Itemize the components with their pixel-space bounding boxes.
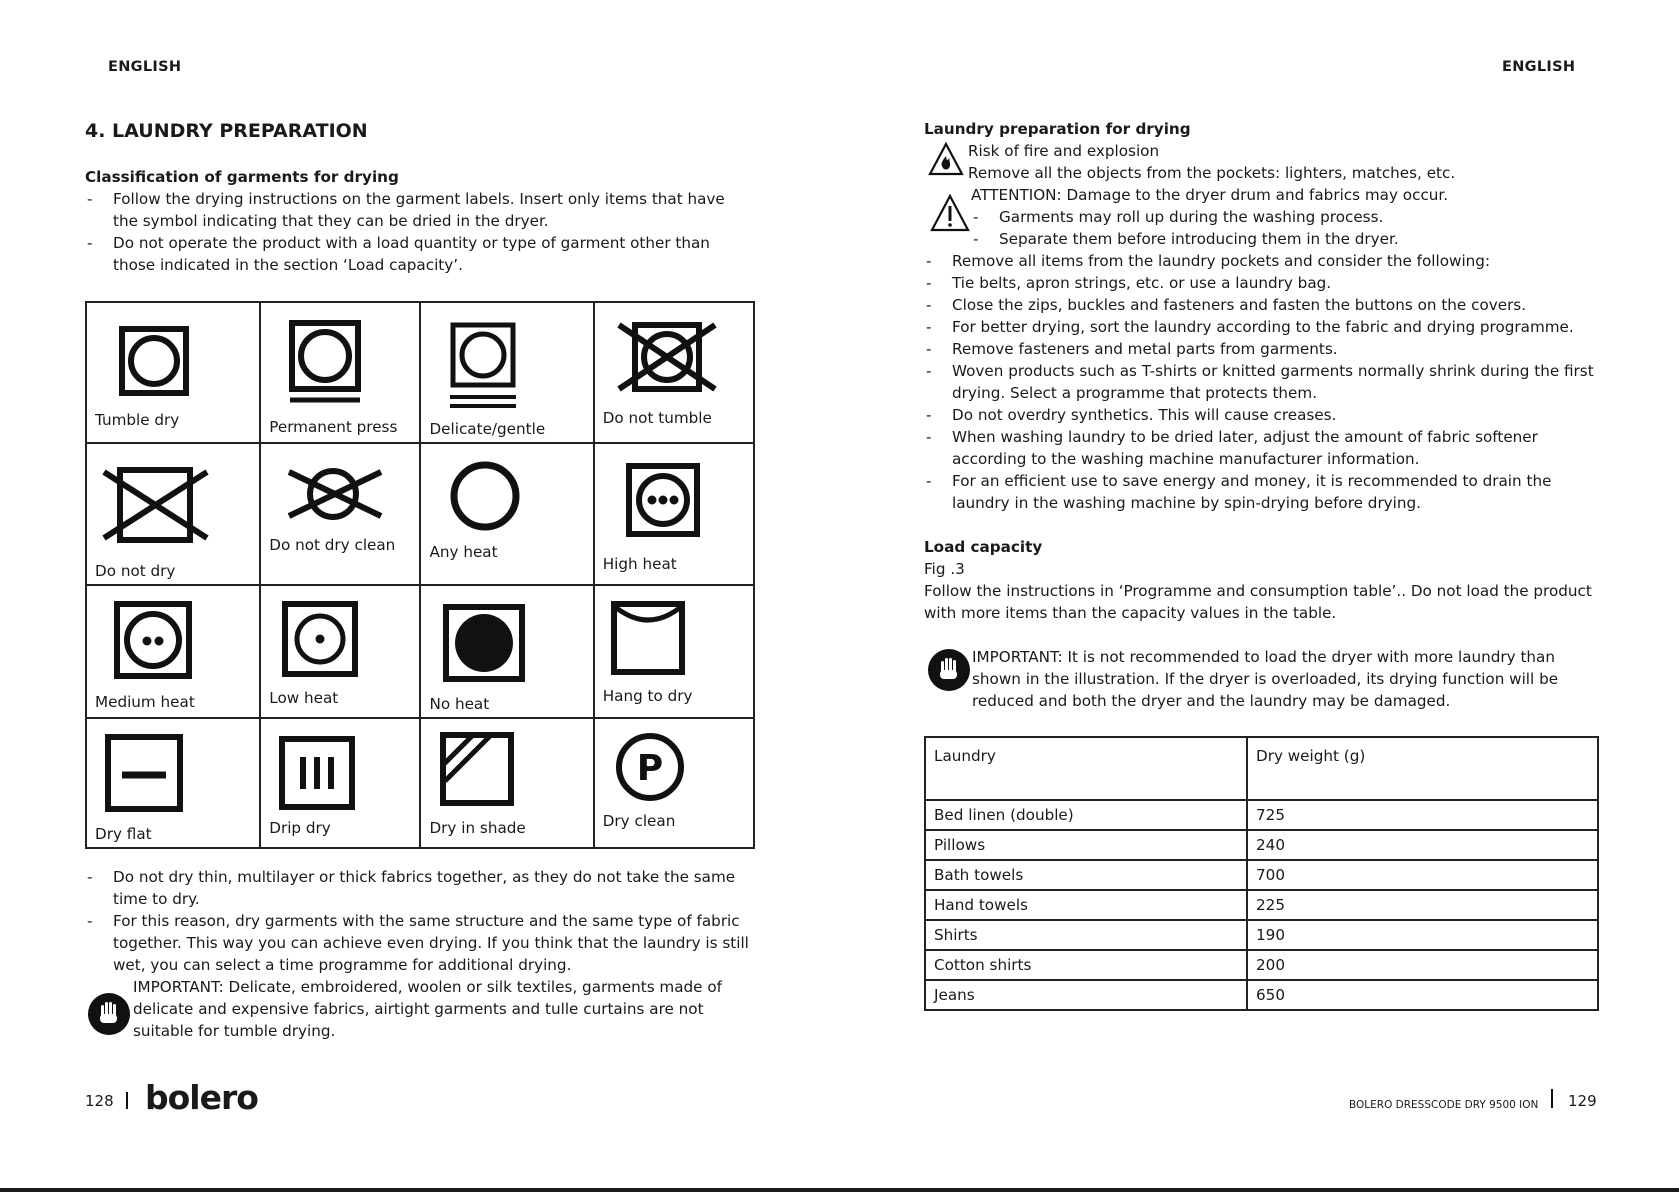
symbol-label: High heat: [602, 554, 677, 573]
load-capacity-heading: Load capacity: [924, 538, 1043, 556]
symbol-cell: [420, 302, 593, 443]
table-header-cell: Dry weight (g): [1247, 737, 1598, 800]
care-symbols-table: [85, 301, 755, 849]
symbol-label: No heat: [429, 695, 490, 714]
prep-item: - Woven products such as T-shirts or knitted garments normally shrink during the first drying. Select a programme that protects them.: [924, 360, 1600, 404]
attention-title: ATTENTION: Damage to the dryer drum and fabrics may occur.: [971, 186, 1449, 204]
symbol-label: Do not dry clean: [269, 535, 396, 554]
attention-item: - Separate them before introducing them in the dryer.: [971, 228, 1571, 250]
symbol-cell: [594, 443, 754, 586]
bolero-logo: bolero: [145, 1078, 258, 1117]
symbol-label: Any heat: [429, 542, 498, 561]
left-page-number: 128: [85, 1092, 114, 1110]
prep-item: - Remove all items from the laundry pockets and consider the following:: [924, 250, 1600, 272]
symbol-cell: [260, 718, 420, 849]
symbol-label: Hang to dry: [602, 687, 693, 706]
attention-item: - Garments may roll up during the washing process.: [971, 206, 1571, 228]
right-page-header: ENGLISH: [1502, 59, 1576, 75]
classification-item: - Follow the drying instructions on the garment labels. Insert only items that have the symbol indicating that they can be dried in the dryer.: [85, 188, 735, 232]
symbol-cell: [260, 302, 420, 443]
symbol-label: Dry clean: [602, 811, 676, 830]
table-cell: Bed linen (double): [925, 800, 1247, 830]
footer-model: BOLERO DRESSCODE DRY 9500 ION: [1349, 1099, 1539, 1111]
table-row: [925, 950, 1598, 980]
table-cell: 240: [1247, 830, 1598, 860]
prep-item: - Do not overdry synthetics. This will cause creases.: [924, 404, 1600, 426]
symbol-cell: [594, 585, 754, 717]
table-header-cell: Laundry: [925, 737, 1247, 800]
bottom-edge-line: [0, 1188, 1679, 1192]
table-row: [925, 860, 1598, 890]
load-important-note: IMPORTANT: It is not recommended to load the dryer with more laundry than shown in the illustration. If the dryer is overloaded, its drying function will be reduced and both the dryer and the laundry may be damaged.: [972, 648, 1559, 710]
prep-item: - For better drying, sort the laundry according to the fabric and drying programme.: [924, 316, 1600, 338]
classification-heading: Classification of garments for drying: [85, 168, 399, 186]
symbol-label: Permanent press: [269, 418, 398, 436]
prep-item: - For an efficient use to save energy and money, it is recommended to drain the laundry in the washing machine by spin-drying before drying.: [924, 470, 1600, 514]
symbol-label: Do not dry: [95, 561, 176, 580]
table-cell: 725: [1247, 800, 1598, 830]
table-cell: Shirts: [925, 920, 1247, 950]
hand-stop-icon: [928, 649, 970, 691]
symbol-label: Dry in shade: [429, 818, 526, 837]
attention-warning-icon: [930, 194, 970, 232]
classification-item: - Do not operate the product with a load quantity or type of garment other than those indicated in the section ‘Load capacity’.: [85, 232, 735, 276]
table-cell: 650: [1247, 980, 1598, 1010]
footer-separator: [126, 1092, 128, 1109]
prep-item: - Remove fasteners and metal parts from garments.: [924, 338, 1600, 360]
attention-list: [971, 206, 1571, 250]
symbol-cell: [420, 718, 593, 849]
svg-text:P: P: [636, 747, 663, 789]
after-table-list: [85, 866, 750, 976]
symbol-cell: [260, 585, 420, 717]
symbol-label: Do not tumble: [602, 409, 712, 427]
do-not-dry-clean-icon: [261, 444, 419, 584]
symbol-cell: [86, 443, 260, 586]
left-page-header: ENGLISH: [108, 59, 182, 75]
section-title: 4. LAUNDRY PREPARATION: [85, 120, 368, 142]
classification-list: [85, 188, 735, 276]
fire-warning-icon: [928, 142, 964, 176]
table-cell: Hand towels: [925, 890, 1247, 920]
symbol-cell: [86, 718, 260, 849]
table-row: [925, 920, 1598, 950]
fig-reference: Fig .3: [924, 560, 965, 578]
symbol-cell: [86, 302, 260, 443]
table-cell: Bath towels: [925, 860, 1247, 890]
any-heat-icon: [421, 444, 592, 584]
symbol-label: Tumble dry: [95, 411, 180, 429]
symbol-cell: [260, 443, 420, 586]
table-row: [925, 890, 1598, 920]
table-row: [925, 800, 1598, 830]
prep-item: - When washing laundry to be dried later, adjust the amount of fabric softener according to the washing machine manufacturer information.: [924, 426, 1600, 470]
hand-stop-icon: [88, 993, 130, 1035]
load-capacity-table: [924, 736, 1599, 1011]
table-row: [925, 980, 1598, 1010]
symbol-cell: [420, 443, 593, 586]
important-note: IMPORTANT: Delicate, embroidered, woolen or silk textiles, garments made of delicate and expensive fabrics, airtight garments and tulle curtains are not suitable for tumble drying.: [133, 978, 722, 1040]
table-cell: 190: [1247, 920, 1598, 950]
after-table-item: - For this reason, dry garments with the same structure and the same type of fabric together. This way you can achieve even drying. If you think that the laundry is still wet, you can select a time programme for additional drying.: [85, 910, 750, 976]
fire-warning-title: Risk of fire and explosion: [968, 142, 1160, 160]
after-table-item: - Do not dry thin, multilayer or thick fabrics together, as they do not take the same time to dry.: [85, 866, 750, 910]
load-capacity-text: Follow the instructions in ‘Programme and consumption table’.. Do not load the product with more items than the capacity values in the table.: [924, 582, 1592, 622]
symbol-cell: [594, 718, 754, 849]
symbol-label: Medium heat: [95, 693, 195, 712]
table-cell: 700: [1247, 860, 1598, 890]
table-row: [925, 830, 1598, 860]
right-page-number: 129: [1568, 1092, 1597, 1110]
fire-warning-text: Remove all the objects from the pockets: lighters, matches, etc.: [968, 164, 1456, 182]
table-cell: 225: [1247, 890, 1598, 920]
symbol-label: Drip dry: [269, 818, 331, 837]
table-cell: 200: [1247, 950, 1598, 980]
symbol-label: Dry flat: [95, 824, 152, 843]
symbol-cell: [86, 585, 260, 717]
prep-list: [924, 250, 1600, 514]
prep-item: - Close the zips, buckles and fasteners and fasten the buttons on the covers.: [924, 294, 1600, 316]
footer-separator: [1551, 1089, 1553, 1108]
table-header-row: [925, 737, 1598, 800]
table-cell: Cotton shirts: [925, 950, 1247, 980]
table-cell: Pillows: [925, 830, 1247, 860]
symbol-label: Delicate/gentle: [429, 420, 546, 438]
prep-heading: Laundry preparation for drying: [924, 120, 1191, 138]
table-cell: Jeans: [925, 980, 1247, 1010]
symbol-label: Low heat: [269, 689, 339, 708]
prep-item: - Tie belts, apron strings, etc. or use a laundry bag.: [924, 272, 1600, 294]
symbol-cell: [594, 302, 754, 443]
symbol-cell: [420, 585, 593, 717]
